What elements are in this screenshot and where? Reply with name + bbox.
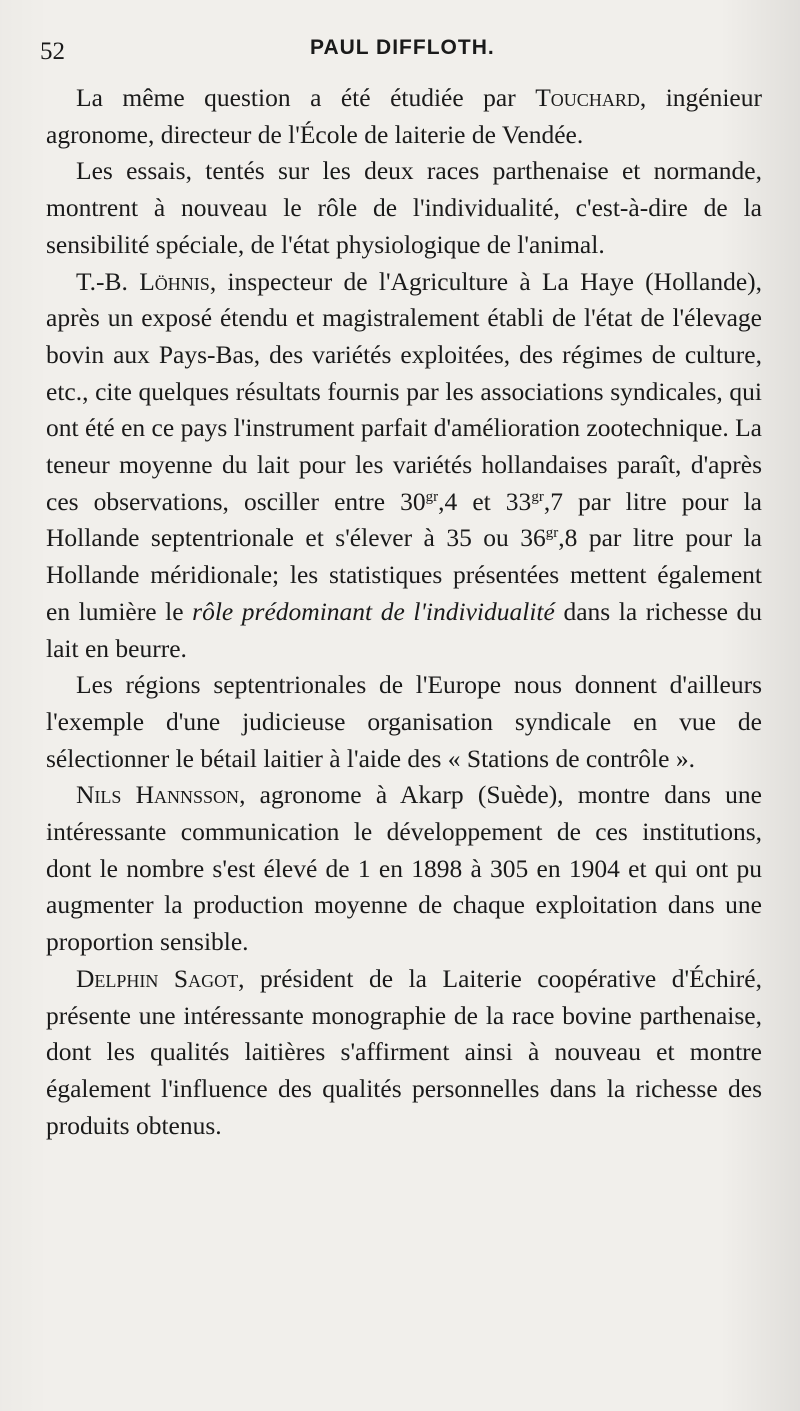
unit-superscript: gr <box>545 525 559 542</box>
person-name: Löhnis <box>139 266 210 296</box>
unit-superscript: gr <box>531 488 544 505</box>
paragraph-regions <box>46 667 762 777</box>
paragraph-text: dans la richesse du lait en beurre. <box>46 596 762 663</box>
paragraph-essais <box>46 153 762 263</box>
person-name: Touchard <box>535 83 640 112</box>
paragraph-text: Les régions septentrionales de l'Europe nous donnent d'ailleurs l'exemple d'une judicieuse organisation syndicale en vue de sélectionner le bétail laitier à l'aide des « Stations de contrôle ». <box>46 670 762 773</box>
paragraph-lohnis <box>46 264 762 668</box>
page-number: 52 <box>40 38 65 65</box>
paragraph-text: ,8 par litre pour la Hollande méridionale; les statistiques présentées mettent également en lumière le <box>46 523 762 626</box>
person-name: Nils Hannsson <box>76 780 240 810</box>
person-name: Delphin Sagot <box>76 963 239 993</box>
paragraph-text: , inspecteur de l'Agriculture à La Haye (Hollande), après un exposé étendu et magistralement établi de l'état de l'élevage bovin aux Pays-Bas, des variétés exploitées, des régimes de culture, etc., cite quelques résultats fournis par les associations syndicales, qui ont été en ce pays l'instrument parfait d'amélioration zootechnique. La teneur moyenne du lait pour les variétés hollandaises paraît, d'après ces observations, osciller entre 30 <box>46 266 763 516</box>
paragraph-hannsson <box>46 777 762 961</box>
paragraph-text: , président de la Laiterie coopérative d'Échiré, présente une intéressante monographie de la race bovine parthenaise, dont les qualités laitières s'affirment ainsi à nouveau et montre également l'influence des qualités personnelles dans la richesse des produits obtenus. <box>46 963 762 1140</box>
paragraph-text: La même question a été étudiée par <box>76 83 536 112</box>
paragraph-text: , ingénieur agronome, directeur de l'École de laiterie de Vendée. <box>46 83 762 149</box>
italic-emphasis: rôle prédominant de l'individualité <box>192 596 555 626</box>
paragraph-text: , agronome à Akarp (Suède), montre dans une intéressante communication le développement de ces institutions, dont le nombre s'est élevé de 1 en 1898 à 305 en 1904 et qui ont pu augmenter la production moyenne de chaque exploitation dans une proportion sensible. <box>46 780 762 957</box>
paragraph-touchard <box>46 80 762 153</box>
running-head: PAUL DIFFLOTH. <box>310 36 495 59</box>
paragraph-text: ,4 et 33 <box>438 486 532 516</box>
unit-superscript: gr <box>425 488 439 505</box>
page-body <box>46 80 762 1144</box>
paragraph-text: ,7 par litre pour la Hollande septentrionale et s'élever à 35 ou 36 <box>46 486 762 553</box>
paragraph-sagot <box>46 961 762 1145</box>
paragraph-text: Les essais, tentés sur les deux races parthenaise et normande, montrent à nouveau le rôle de l'individualité, c'est-à-dire de la sensibilité spéciale, de l'état physiologique de l'animal. <box>46 156 762 259</box>
paragraph-text: T.-B. <box>76 266 140 296</box>
page-header <box>40 34 760 70</box>
